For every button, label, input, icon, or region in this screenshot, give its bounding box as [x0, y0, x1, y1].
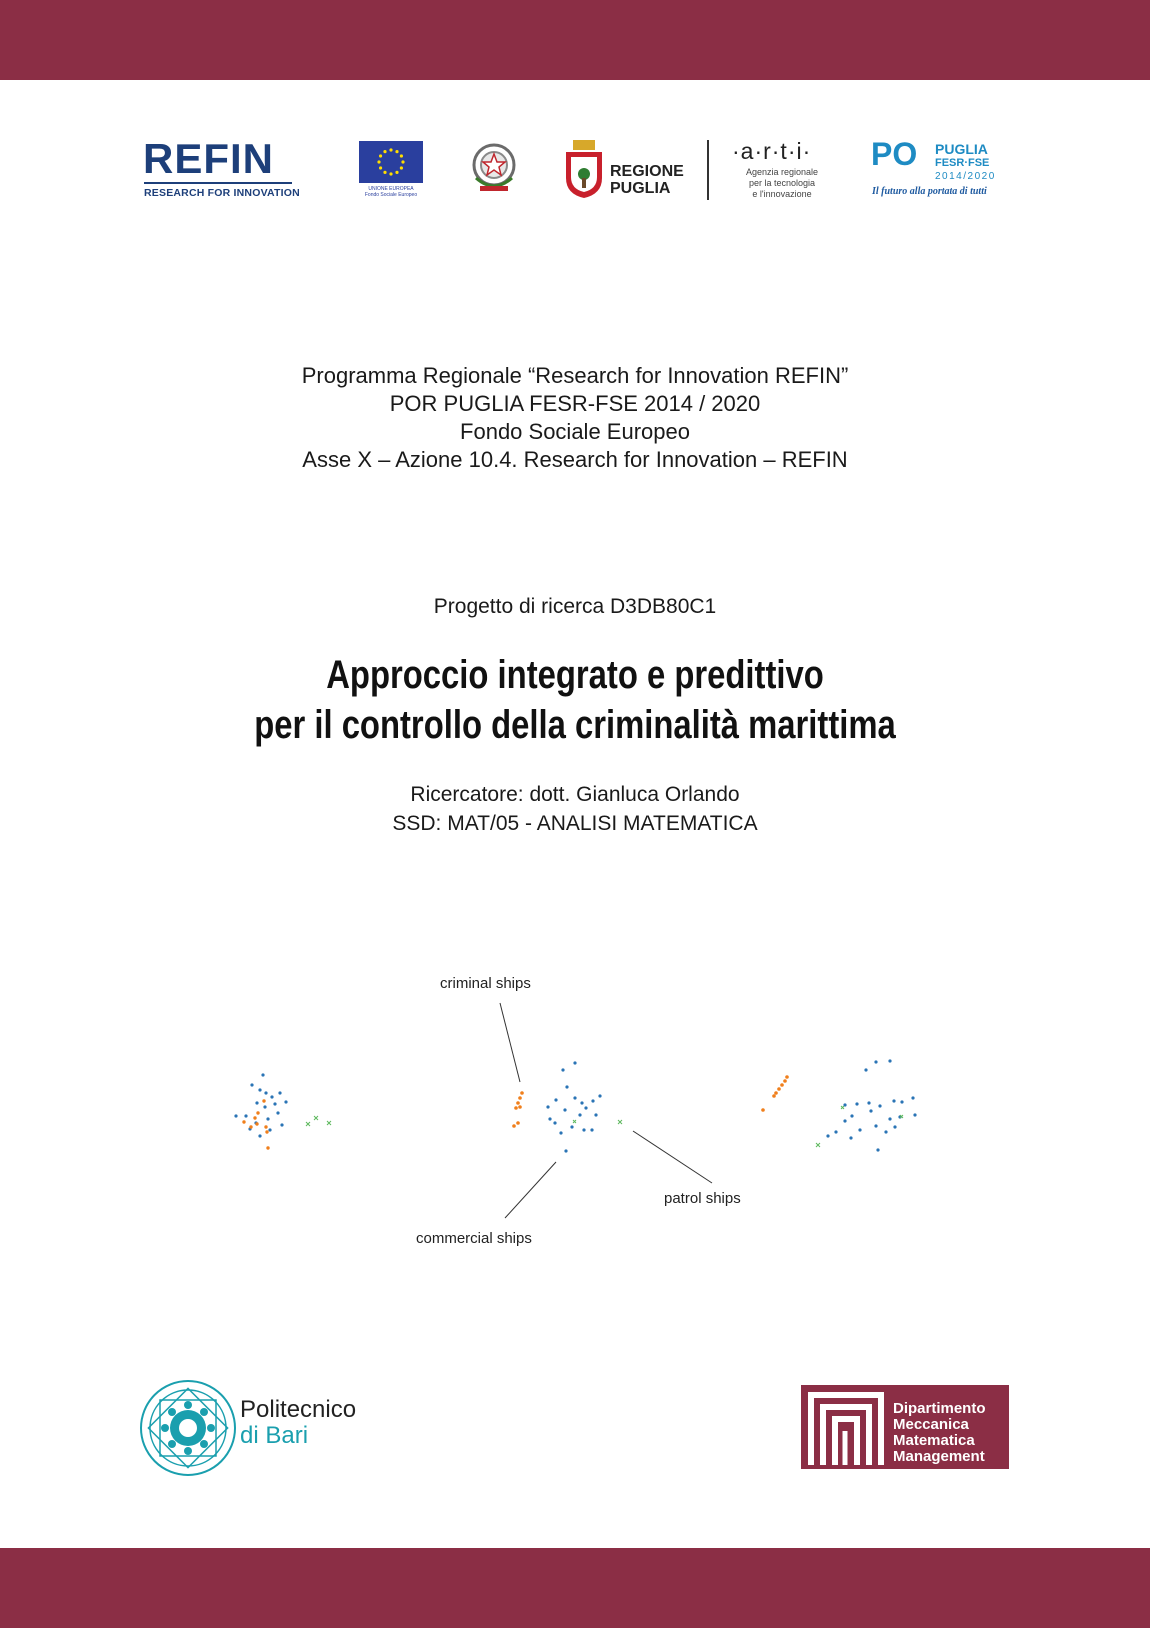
- label-criminal-ships: criminal ships: [440, 975, 531, 992]
- page-title: [104, 650, 1047, 750]
- program-line4: Asse X – Azione 10.4. Research for Innovation – REFIN: [302, 447, 848, 472]
- dept-line1: Dipartimento: [893, 1400, 986, 1417]
- researcher-block: [0, 780, 1150, 838]
- dept-line2: Meccanica: [893, 1416, 969, 1433]
- cluster3-criminal: [761, 1075, 789, 1112]
- arti-line3: e l'innovazione: [752, 189, 812, 199]
- po-puglia-line2: FESR·FSE: [935, 157, 990, 169]
- po-puglia-line3: 2014/2020: [935, 171, 996, 182]
- po-puglia-tagline: Il futuro alla portata di tutti: [872, 186, 987, 197]
- arti-line1: Agenzia regionale: [745, 167, 819, 177]
- program-line3: Fondo Sociale Europeo: [460, 419, 690, 444]
- arti-subtitle: [730, 167, 834, 200]
- researcher-ssd: SSD: MAT/05 - ANALISI MATEMATICA: [392, 812, 758, 835]
- poliba-line1: Politecnico: [240, 1396, 357, 1423]
- regione-puglia-crest-icon: [563, 138, 605, 204]
- refin-logo-word: REFIN: [143, 135, 274, 182]
- patrol-leader-line: [633, 1131, 712, 1183]
- ships-figure: [200, 975, 950, 1255]
- cluster1-patrol: [306, 1116, 331, 1126]
- cluster2-patrol: [573, 1120, 622, 1124]
- poliba-line2: di Bari: [240, 1422, 309, 1449]
- dept-line4: Management: [893, 1448, 985, 1465]
- program-block: [0, 362, 1150, 474]
- poliba-seal-icon: [138, 1378, 238, 1482]
- po-word: PO: [871, 136, 918, 172]
- cluster1-commercial: [234, 1073, 287, 1137]
- ships-scatter: [200, 975, 950, 1255]
- refin-logo-rule: [144, 182, 292, 184]
- refin-logo-subtitle: RESEARCH FOR INNOVATION: [144, 187, 300, 199]
- program-line2: POR PUGLIA FESR-FSE 2014 / 2020: [389, 391, 761, 416]
- cluster2-commercial: [546, 1061, 601, 1152]
- criminal-leader-line: [500, 1003, 520, 1082]
- dept-line3: Matematica: [893, 1432, 975, 1449]
- eu-logo-text: [352, 186, 430, 198]
- label-patrol-ships: patrol ships: [664, 1190, 741, 1207]
- cluster3-commercial: [826, 1059, 916, 1151]
- researcher-name: Ricercatore: dott. Gianluca Orlando: [410, 783, 740, 806]
- top-band: [0, 0, 1150, 80]
- cluster3-patrol: [816, 1106, 903, 1147]
- regione-line2: PUGLIA: [610, 180, 671, 197]
- eu-logo-line1: UNIONE EUROPEA: [368, 186, 414, 192]
- regione-puglia-text: [610, 163, 684, 197]
- cluster2-criminal: [512, 1091, 524, 1128]
- poliba-name: [240, 1397, 356, 1449]
- arti-line2: per la tecnologia: [748, 178, 816, 188]
- commercial-leader-line: [505, 1162, 556, 1218]
- program-line1: Programma Regionale “Research for Innovation REFIN”: [301, 363, 849, 388]
- logo-divider: [707, 140, 709, 200]
- project-code: Progetto di ricerca D3DB80C1: [433, 595, 717, 618]
- eu-logo-line2: Fondo Sociale Europeo: [364, 192, 418, 198]
- eu-flag-icon: [359, 141, 423, 183]
- italian-republic-emblem-icon: [466, 138, 522, 202]
- label-commercial-ships: commercial ships: [416, 1230, 532, 1247]
- bottom-band: [0, 1548, 1150, 1628]
- title-line2: per il controllo della criminalità marittima: [254, 703, 896, 747]
- dmmm-text: [893, 1401, 986, 1465]
- po-puglia-line1: PUGLIA: [935, 141, 988, 157]
- arti-word: ·a·r·t·i·: [732, 138, 812, 164]
- regione-line1: REGIONE: [610, 163, 684, 180]
- title-line1: Approccio integrato e predittivo: [326, 653, 824, 697]
